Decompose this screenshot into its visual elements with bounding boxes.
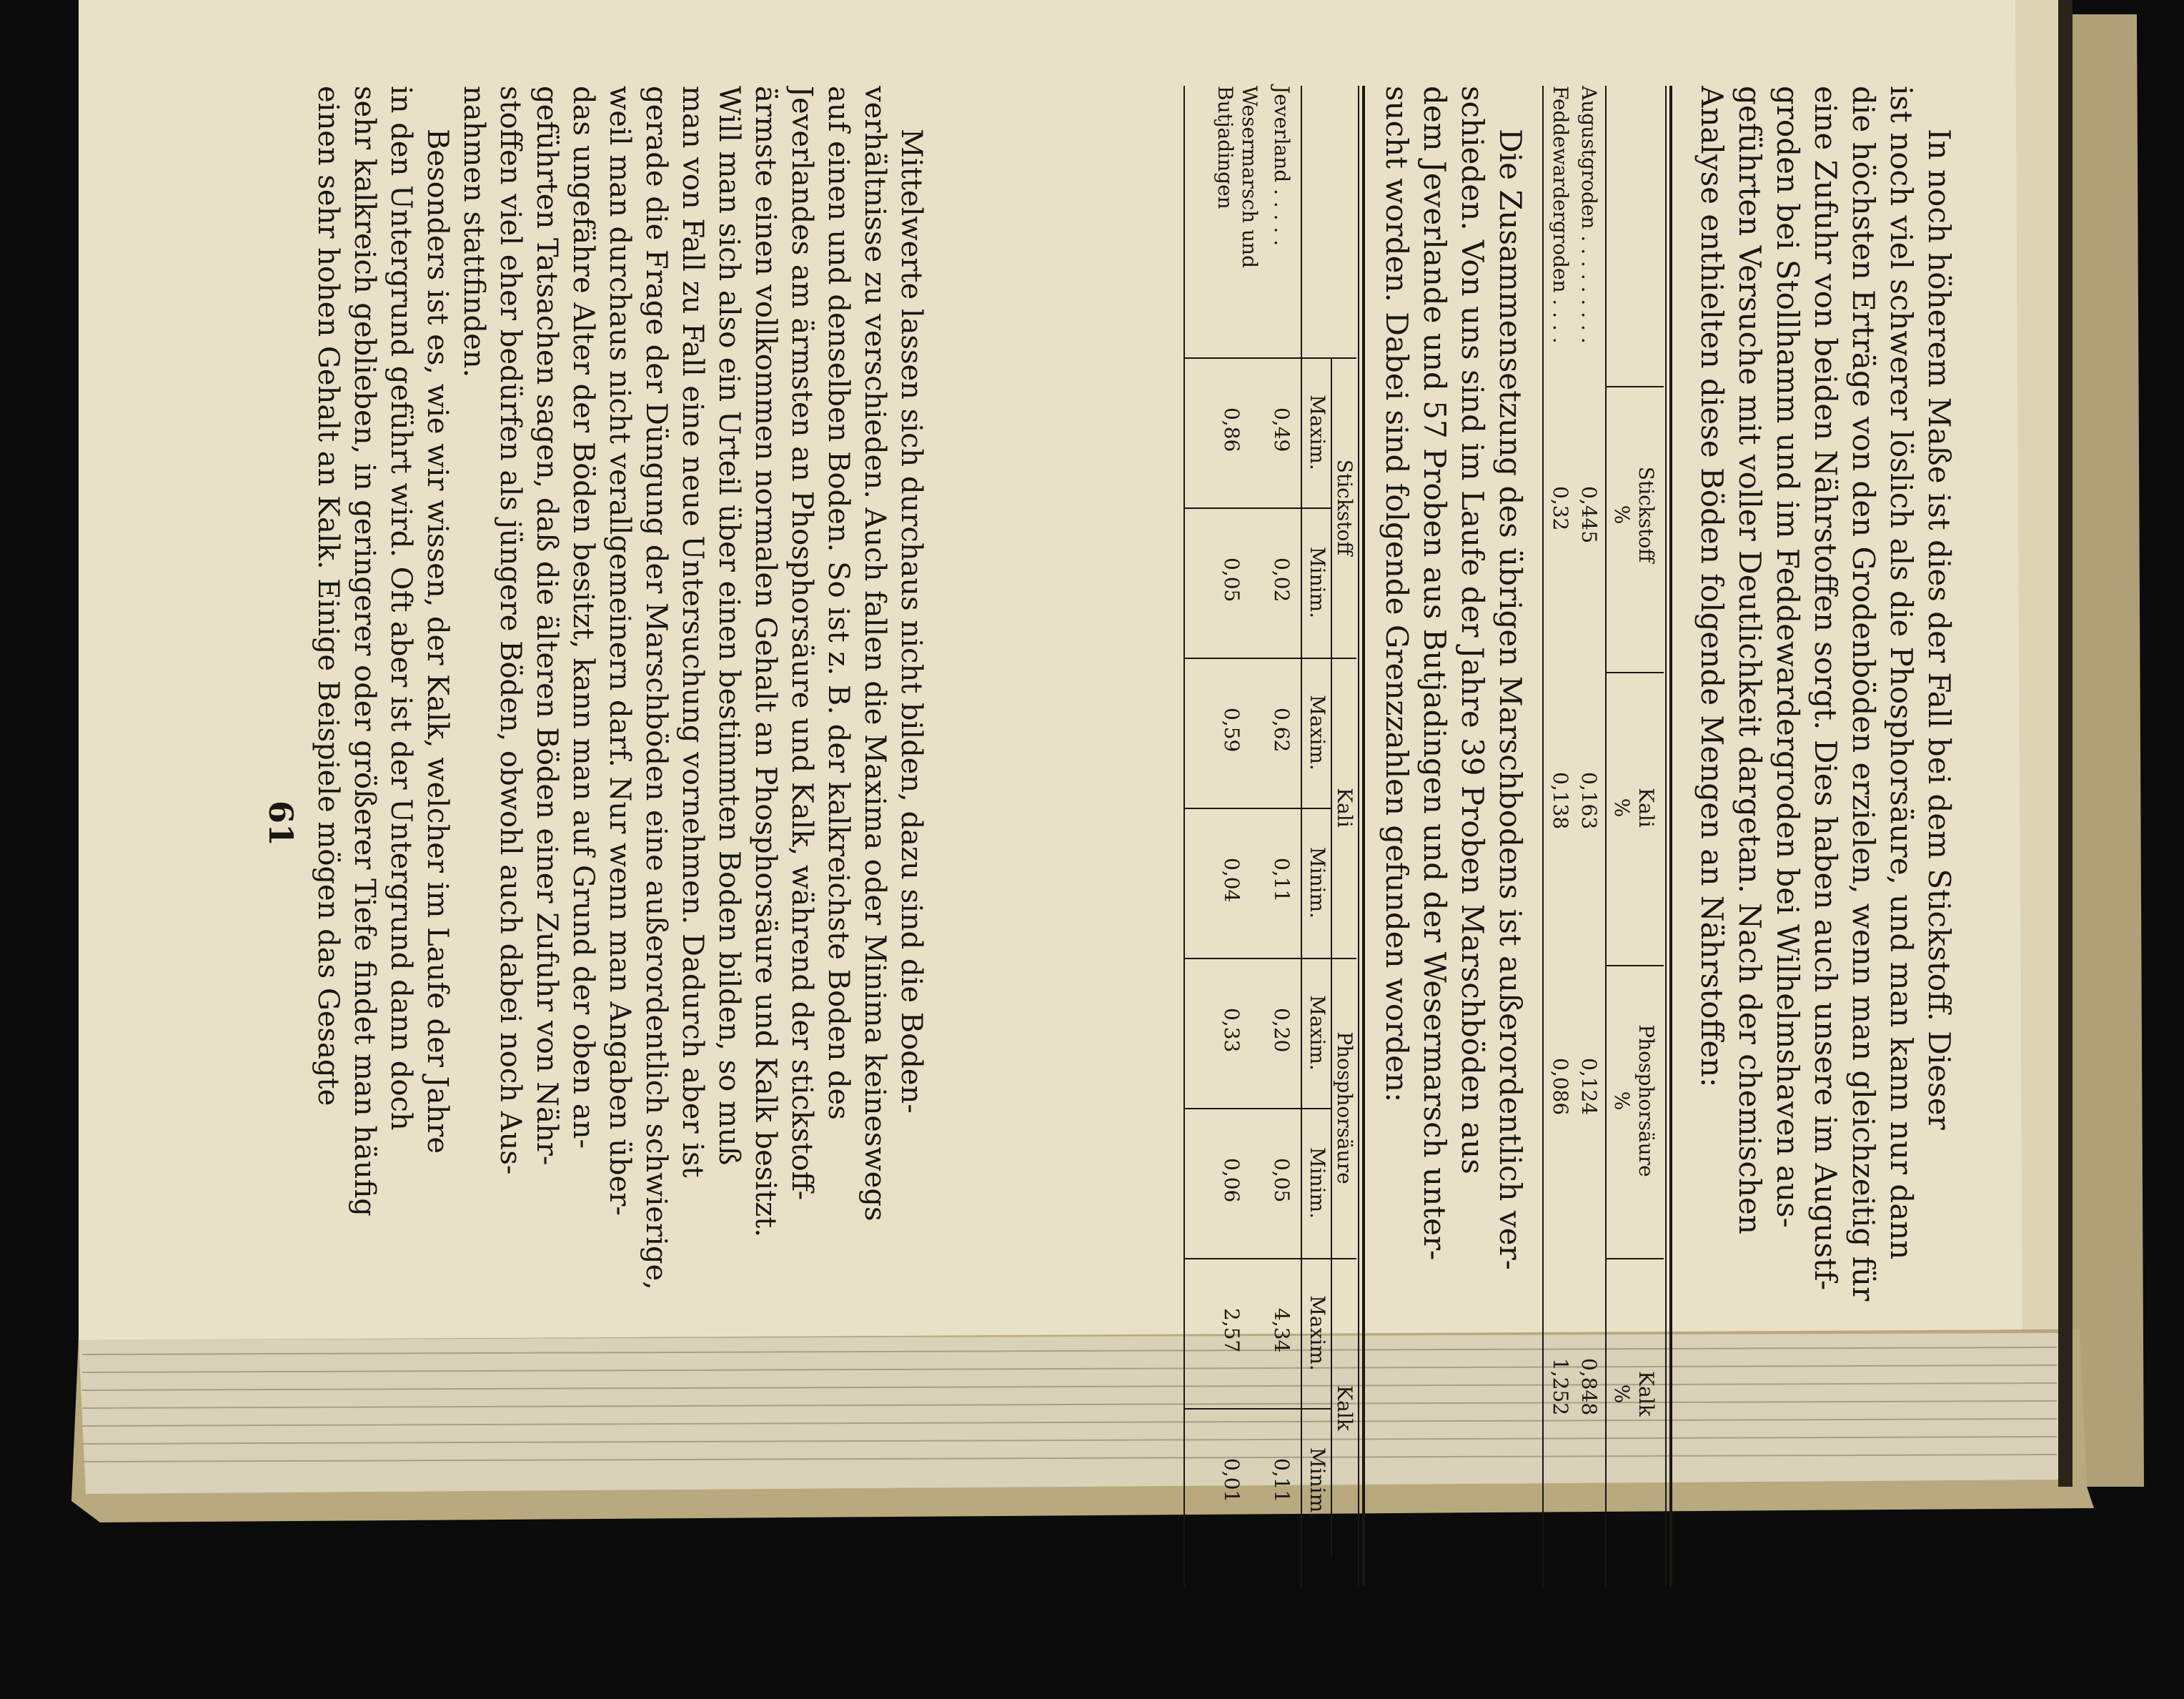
table2-cell: 0,06: [1220, 1158, 1244, 1203]
table2-row-label: Jeverland . . . . .: [1270, 86, 1294, 247]
paragraph-mittelwerte: [455, 86, 929, 1587]
text-line: groden bei Stollhamm und im Feddewardergroden bei Wilhelmshaven aus-: [1770, 86, 1805, 1228]
table1-header-phosphorsaeure: Phosphorsäure %: [1610, 1024, 1658, 1177]
table1-cell: 0,32: [1549, 486, 1572, 531]
table2-cell: 0,59: [1220, 708, 1244, 753]
text-line: geführten Versuche mit voller Deutlichkeit dargetan. Nach der chemischen: [1732, 86, 1767, 1234]
table2-cell: 0,05: [1270, 1158, 1294, 1203]
text-line: Die Zusammensetzung des übrigen Marschbodens ist außerordentlich ver-: [1493, 129, 1528, 1270]
text-line: einen sehr hohen Gehalt an Kalk. Einige Beispiele mögen das Gesagte: [312, 86, 344, 1106]
table2-subheader-maxim: Maxim.: [1306, 995, 1329, 1071]
text-line: das ungefähre Alter der Böden besitzt, kann man auf Grund der oben an-: [567, 86, 600, 1149]
table1-cell: 0,124: [1577, 1058, 1601, 1116]
table1-header-kalk: Kalk %: [1610, 1371, 1658, 1417]
text-line: dem Jeverlande und 57 Proben aus Butjadingen und der Wesermarsch unter-: [1417, 86, 1452, 1261]
table2-group-kalk: Kalk: [1333, 1385, 1356, 1431]
text-line: man von Fall zu Fall eine neue Untersuchung vornehmen. Dadurch aber ist: [676, 86, 709, 1178]
text-line: Jeverlandes am ärmsten an Phosphorsäure und Kalk, während der stickstoff-: [785, 86, 818, 1201]
text-line: In noch höherem Maße ist dies der Fall bei dem Stickstoff. Dieser: [1922, 129, 1957, 1130]
table2-cell: 0,05: [1220, 558, 1244, 603]
text-line: schieden. Von uns sind im Laufe der Jahre 39 Proben Marschböden aus: [1455, 86, 1490, 1174]
table2-cell: 0,02: [1270, 558, 1294, 603]
table1-cell: 1,252: [1549, 1358, 1572, 1416]
text-line: Will man sich also ein Urteil über einen bestimmten Boden bilden, so muß: [713, 86, 745, 1166]
text-line: Besonders ist es, wie wir wissen, der Kalk, welcher im Laufe der Jahre: [421, 129, 454, 1154]
text-line: auf einen und denselben Boden. So ist z. B. der kalkreichste Boden des: [822, 86, 855, 1120]
table2-group-stickstoff: Stickstoff: [1333, 459, 1356, 556]
table2-cell: 0,01: [1220, 1458, 1244, 1503]
text-line: ärmste einen vollkommen normalen Gehalt an Phosphorsäure und Kalk besitzt.: [749, 86, 782, 1238]
text-line: ist noch viel schwerer löslich als die Phosphorsäure, und man kann nur dann: [1884, 86, 1919, 1260]
text-line: geführten Tatsachen sagen, daß die älteren Böden einer Zufuhr von Nähr-: [530, 86, 563, 1166]
text-line: die höchsten Erträge von den Grodenböden erzielen, wenn man gleichzeitig für: [1846, 86, 1881, 1302]
table1-header-kali: Kali %: [1610, 788, 1658, 828]
table2-group-phosphorsaeure: Phosphorsäure: [1333, 1031, 1356, 1184]
table2-subheader-maxim: Maxim.: [1306, 1295, 1329, 1371]
table2-group-kali: Kali: [1333, 788, 1356, 828]
table1-cell: 0,848: [1577, 1358, 1601, 1416]
table1-row-label: Augustgroden . . . . . . . . .: [1577, 86, 1601, 344]
text-line: weil man durchaus nicht verallgemeinern darf. Nur wenn man Angaben über-: [603, 86, 636, 1216]
page-number: 61: [262, 801, 300, 847]
table2-row-label: Wesermarsch und Butjadingen: [1213, 86, 1261, 268]
table2-cell: 0,86: [1220, 407, 1244, 452]
table1-cell: 0,163: [1577, 772, 1601, 830]
paragraph-stickstoff-intro: [1693, 86, 1958, 1587]
table2-cell: 4,34: [1270, 1308, 1294, 1353]
table1-header-stickstoff: Stickstoff %: [1610, 466, 1658, 563]
text-line: in den Untergrund geführt wird. Oft aber ist der Untergrund dann doch: [384, 86, 417, 1131]
text-line: stoffen viel eher bedürfen als jüngere Böden, obwohl auch dabei noch Aus-: [494, 86, 527, 1175]
text-line: sucht worden. Dabei sind folgende Grenzzahlen gefunden worden:: [1379, 86, 1414, 1103]
table2-cell: 0,20: [1270, 1008, 1294, 1053]
table2-cell: 0,49: [1270, 407, 1294, 452]
table2-cell: 0,62: [1270, 708, 1294, 753]
table2-cell: 0,11: [1270, 858, 1294, 903]
text-line: eine Zufuhr von beiden Nährstoffen sorgt. Dies haben auch unsere im Augustf-: [1808, 86, 1843, 1291]
text-line: sehr kalkreich geblieben, in geringerer oder größerer Tiefe findet man häufig: [348, 86, 381, 1217]
table1-cell: 0,445: [1577, 486, 1601, 544]
paragraph-kalk-untergrund: [309, 86, 455, 1587]
table2-subheader-maxim: Maxim.: [1306, 395, 1329, 470]
table1-row-label: Feddewardergroden . . . .: [1549, 86, 1572, 344]
table2-subheader-maxim: Maxim.: [1306, 695, 1329, 771]
table2-subheader-minim: Minim.: [1306, 546, 1329, 619]
table2-cell: 0,33: [1220, 1008, 1244, 1053]
table2-subheader-minim: Minim.: [1306, 1447, 1329, 1520]
text-line: nahmen stattfinden.: [457, 86, 490, 378]
text-line: Mittelwerte lassen sich durchaus nicht bilden, dazu sind die Boden-: [895, 129, 928, 1114]
table1-cell: 0,086: [1549, 1058, 1572, 1116]
rotated-page-content: [1115, 86, 1958, 1587]
table2-subheader-minim: Minim.: [1306, 1146, 1329, 1219]
table1-cell: 0,138: [1549, 772, 1572, 830]
rotated-page-content-lower: [0, 86, 929, 1587]
table2-cell: 0,04: [1220, 858, 1244, 903]
text-line: Analyse enthielten diese Böden folgende Mengen an Nährstoffen:: [1694, 86, 1729, 1088]
table2-subheader-minim: Minim.: [1306, 846, 1329, 919]
paragraph-marschboden: [1378, 86, 1529, 1587]
text-line: verhältnisse zu verschieden. Auch fallen die Maxima oder Minima keineswegs: [858, 86, 891, 1222]
text-line: gerade die Frage der Düngung der Marschböden eine außerordentlich schwierige,: [640, 86, 672, 1290]
table2-cell: 2,57: [1220, 1308, 1244, 1353]
table2-cell: 0,11: [1270, 1458, 1294, 1503]
